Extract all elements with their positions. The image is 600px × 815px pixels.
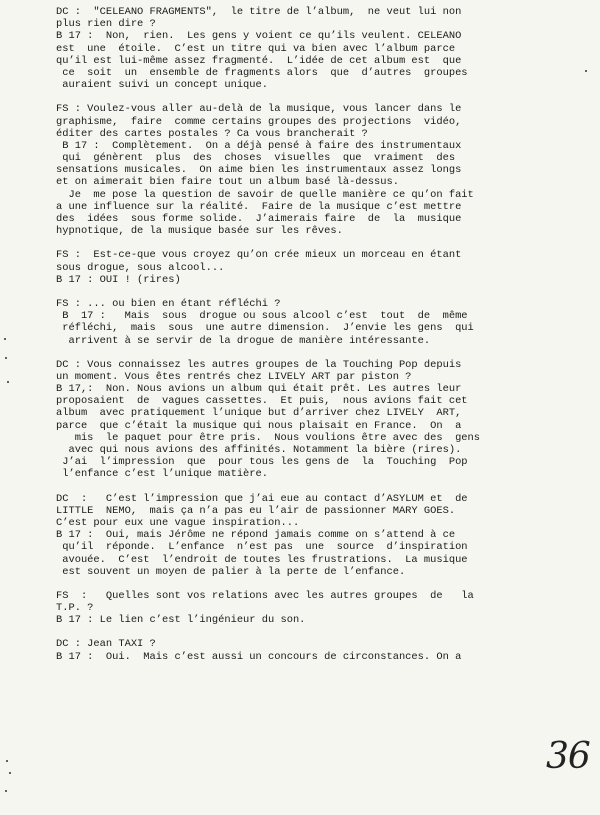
text-line: des idées sous forme solide. J’aimerais faire de la musique — [56, 213, 462, 225]
text-line: DC : "CELEANO FRAGMENTS", le titre de l’album, ne veut lui non — [56, 6, 462, 18]
text-line: FS : Est-ce-que vous croyez qu’on crée mieux un morceau en étant — [56, 249, 462, 262]
text-line: est souvent un moyen de palier à la perte de l’enfance. — [56, 565, 406, 578]
text-line: a une influence sur la réalité. Faire de la musique c’est mettre — [56, 200, 462, 213]
text-line: l’enfance c’est l’unique matière. — [56, 468, 269, 481]
scan-speck — [6, 760, 8, 762]
text-line: B 17 : Oui. Mais c’est aussi un concours de circonstances. On a — [56, 650, 462, 663]
text-line: qu’il réponde. L’enfance n’est pas une source d’inspiration — [56, 541, 468, 554]
text-line: un moment. Vous êtes rentrés chez LIVELY ART par piston ? — [56, 370, 412, 383]
text-line: FS : Quelles sont vos relations avec les autres groupes de la — [56, 589, 474, 602]
text-line: B 17 : Oui, mais Jérôme ne répond jamais comme on s’attend à ce — [56, 529, 456, 542]
scan-speck — [4, 338, 6, 340]
scan-speck — [5, 790, 7, 792]
text-line: DC : Vous connaissez les autres groupes de la Touching Pop depuis — [56, 358, 462, 371]
text-line: DC : Jean TAXI ? — [56, 638, 156, 651]
qa-block-touching-pop — [56, 359, 576, 481]
text-line: graphisme, faire comme certains groupes des projections vidéo, — [56, 115, 462, 128]
text-line: B 17,: Non. Nous avions un album qui était prêt. Les autres leur — [56, 383, 462, 396]
text-line: hypnotique, de la musique basée sur les rêves. — [56, 225, 343, 238]
text-line: T.P. ? — [56, 602, 94, 615]
qa-block-reflechi — [56, 298, 576, 347]
scan-speck — [5, 357, 7, 359]
text-line: sous drogue, sous alcool... — [56, 261, 225, 274]
text-line: avec qui nous avions des affinités. Notamment la bière (rires). — [56, 444, 462, 456]
text-line: J’ai l’impression que pour tous les gens de la Touching Pop — [56, 456, 468, 469]
text-line: qu’il est lui-même assez fragmenté. L’idée de cet album est que — [56, 54, 462, 67]
qa-block-drogue — [56, 249, 576, 286]
text-line: auraient suivi un concept unique. — [56, 79, 269, 92]
text-line: C’est pour eux une vague inspiration... — [56, 516, 300, 529]
scan-speck — [9, 772, 11, 774]
qa-block-jean-taxi — [56, 638, 576, 662]
text-line: plus rien dire ? — [56, 18, 156, 31]
qa-block-asylum — [56, 493, 576, 578]
text-line: FS : Voulez-vous aller au-delà de la musique, vous lancer dans le — [56, 103, 462, 116]
scan-speck — [585, 70, 587, 72]
text-line: mis le paquet pour être pris. Nous voulions être avec des gens — [56, 431, 481, 444]
text-line: album avec pratiquement l’unique but d’arriver chez LIVELY ART, — [56, 407, 462, 420]
text-line: ce soit un ensemble de fragments alors que d’autres groupes — [56, 66, 468, 79]
text-line: qui génèrent plus des choses visuelles que vraiment des — [56, 152, 456, 165]
qa-block-relations — [56, 590, 576, 627]
text-line: arrivent à se servir de la drogue de manière intéressante. — [56, 334, 431, 347]
text-line: Je me pose la question de savoir de quelle manière ce qu’on fait — [56, 188, 474, 201]
text-line: sensations musicales. On aime bien les instrumentaux assez longs — [56, 164, 462, 177]
text-line: DC : C’est l’impression que j’ai eue au contact d’ASYLUM et de — [56, 492, 468, 505]
page-number: 36 — [546, 736, 590, 777]
text-line: B 17 : Le lien c’est l’ingénieur du son. — [56, 614, 306, 627]
text-line: B 17 : Mais sous drogue ou sous alcool c’est tout de même — [56, 310, 468, 323]
text-line: est une étoile. C’est un titre qui va bien avec l’album parce — [56, 42, 456, 55]
text-line: LITTLE NEMO, mais ça n’a pas eu l’air de passionner MARY GOES. — [56, 504, 456, 517]
text-line: avouée. C’est l’endroit de toutes les frustrations. La musique — [56, 553, 468, 566]
text-line: B 17 : Complètement. On a déjà pensé à faire des instrumentaux — [56, 139, 462, 152]
interview-text — [56, 6, 576, 675]
text-line: et on aimerait bien faire tout un album basé là-dessus. — [56, 176, 399, 189]
qa-block-celeano — [56, 6, 576, 91]
scan-speck — [7, 381, 9, 383]
qa-block-graphisme — [56, 103, 576, 237]
text-line: éditer des cartes postales ? Ca vous brancherait ? — [56, 127, 368, 140]
text-line: proposaient de vagues cassettes. Et puis, nous avions fait cet — [56, 395, 468, 408]
text-line: parce que c’était la musique qui nous plaisait en France. On a — [56, 419, 462, 432]
text-line: réfléchi, mais sous une autre dimension. J’envie les gens qui — [56, 322, 474, 335]
text-line: FS : ... ou bien en étant réfléchi ? — [56, 297, 281, 310]
text-line: B 17 : Non, rien. Les gens y voient ce qu’ils veulent. CELEANO — [56, 30, 462, 43]
text-line: B 17 : OUI ! (rires) — [56, 273, 181, 286]
